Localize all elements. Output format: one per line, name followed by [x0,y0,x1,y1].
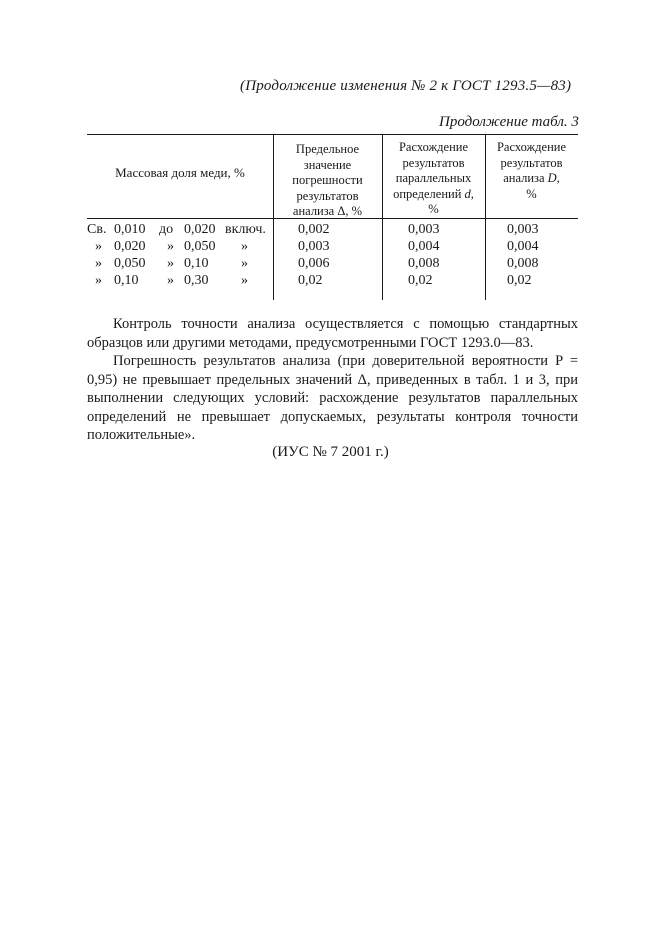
table-row-label: » 0,050 » 0,10 » [95,256,248,271]
table-cell-delta: 0,006 [298,256,330,271]
paragraph-accuracy-control: Контроль точности анализа осуществляется с помощью стандартных образцов или другими методами, предусмотренными ГОСТ 1293.0—83. [87,316,578,351]
column-header-analysis-divergence: Расхождение результатов анализа D, % [496,140,567,201]
table-row-label: Св. 0,010 до 0,020 включ. [87,222,266,237]
column-header-copper-fraction: Массовая доля меди, % [115,165,245,180]
table-cell-D: 0,003 [507,222,539,237]
table-cell-d: 0,02 [408,273,433,288]
table-cell-d: 0,003 [408,222,440,237]
table-caption: Продолжение табл. 3 [439,114,579,130]
column-header-error-limit: Предельное значение погрешности результатов анализа Δ, % [292,142,363,218]
table-cell-delta: 0,003 [298,239,330,254]
table-cell-D: 0,008 [507,256,539,271]
source-reference: (ИУС № 7 2001 г.) [272,444,389,460]
table-cell-d: 0,004 [408,239,440,254]
table-top-rule [87,134,578,135]
page-header: (Продолжение изменения № 2 к ГОСТ 1293.5—83) [240,78,572,94]
table-cell-D: 0,004 [507,239,539,254]
table-cell-delta: 0,002 [298,222,330,237]
column-header-parallel-divergence: Расхождение результатов параллельных определений d, % [393,140,474,216]
paragraph-error-conditions: Погрешность результатов анализа (при доверительной вероятности P = 0,95) не превышает предельных значений Δ, приведенных в табл. 1 и 3, при выполнении следующих условий: расхождение результатов параллельных определений не превышает допускаемых, результаты контроля точности положительные». [87,353,578,443]
table-cell-D: 0,02 [507,273,532,288]
table-cell-delta: 0,02 [298,273,323,288]
table-cell-d: 0,008 [408,256,440,271]
table-row-label: » 0,10 » 0,30 » [95,273,248,288]
table-row-label: » 0,020 » 0,050 » [95,239,248,254]
